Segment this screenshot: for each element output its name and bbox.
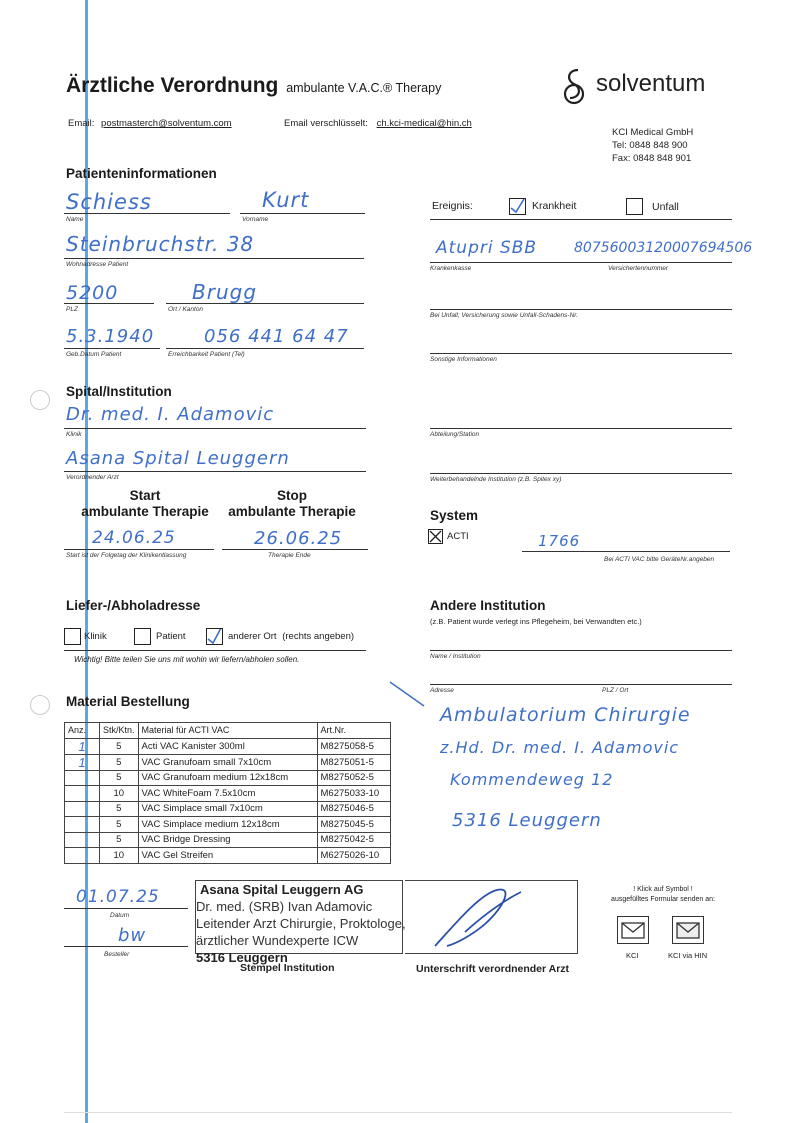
patient-tel-label: Erreichbarkeit Patient (Tel): [168, 351, 245, 358]
row-stk: 5: [100, 817, 139, 833]
start-date-value: 24.06.25: [92, 528, 176, 548]
row-stk: 5: [100, 832, 139, 848]
versnr-value: 80756003120007694506: [574, 240, 753, 256]
stop-title-1: Stop: [277, 488, 307, 503]
andere-hint: (z.B. Patient wurde verlegt ins Pflegeheim, bei Verwandten etc.): [430, 617, 642, 626]
table-row: [65, 786, 391, 802]
unfall-versicherung-label: Bei Unfall; Versicherung sowie Unfall-Schadens-Nr.: [430, 312, 578, 319]
stamp-line5: 5316 Leuggern: [196, 950, 288, 965]
unfall-label: Unfall: [652, 201, 679, 213]
send-kci-button[interactable]: [617, 916, 649, 944]
start-title: [70, 488, 220, 520]
mail-icon: [618, 917, 648, 943]
row-art: M6275026-10: [317, 848, 390, 864]
system-section-title: System: [430, 508, 479, 523]
row-anz[interactable]: [65, 848, 100, 864]
sonstige-label: Sonstige Informationen: [430, 356, 497, 363]
patient-address-value: Steinbruchstr. 38: [66, 232, 255, 256]
row-art: M8275052-5: [317, 770, 390, 786]
geraet-label: Bei ACTI VAC bitte GeräteNr.angeben: [604, 556, 715, 563]
cross-mark-icon: [429, 530, 442, 543]
table-row: [65, 848, 391, 864]
stop-title: [222, 488, 362, 520]
patient-plz-label: PLZ: [66, 306, 78, 313]
patient-ort-value: Brugg: [192, 280, 258, 304]
email-link[interactable]: postmasterch@solventum.com: [101, 118, 232, 129]
row-anz[interactable]: [65, 786, 100, 802]
liefer-anderer-label: [228, 631, 354, 642]
row-art: M6275033-10: [317, 786, 390, 802]
form-subtitle: ambulante V.A.C.® Therapy: [286, 81, 442, 95]
form-title: [66, 74, 441, 98]
material-table: [64, 722, 391, 864]
stop-date-label: Therapie Ende: [268, 552, 311, 559]
liefer-section-title: Liefer-/Abholadresse: [66, 598, 201, 613]
andere-plz-label: PLZ / Ort: [602, 687, 629, 694]
stop-date-value: 26.06.25: [254, 528, 343, 549]
email-row: [68, 118, 232, 129]
row-stk: 5: [100, 770, 139, 786]
stamp-line1: Asana Spital Leuggern AG: [200, 882, 364, 897]
start-title-1: Start: [129, 488, 161, 503]
row-art: M8275042-5: [317, 832, 390, 848]
row-material: VAC Gel Streifen: [138, 848, 317, 864]
andere-line2: z.Hd. Dr. med. I. Adamovic: [440, 738, 680, 757]
col-stk: Stk/Ktn.: [100, 723, 139, 739]
stamp-line2: Dr. med. (SRB) Ivan Adamovic: [196, 899, 373, 914]
klinik-value: Dr. med. I. Adamovic: [66, 404, 275, 425]
mail-icon: [673, 917, 703, 943]
acti-checkbox[interactable]: [428, 529, 443, 544]
klinik-label: Klinik: [66, 431, 82, 438]
liefer-klinik-label: Klinik: [84, 631, 107, 642]
col-material: Material für ACTI VAC: [138, 723, 317, 739]
abteilung-label: Abteilung/Station: [430, 431, 480, 438]
liefer-anderer-checkbox[interactable]: [206, 628, 223, 645]
andere-line1: Ambulatorium Chirurgie: [440, 704, 691, 726]
versnr-label: Versichertennummer: [608, 265, 669, 272]
start-date-label: Start ist der Folgetag der Klinikentlassung: [66, 552, 187, 559]
signature-image: [425, 884, 535, 954]
row-stk: 5: [100, 738, 139, 754]
row-material: VAC Simplace medium 12x18cm: [138, 817, 317, 833]
liefer-patient-checkbox[interactable]: [134, 628, 151, 645]
andere-line4: 5316 Leuggern: [452, 810, 602, 831]
klick-note: [596, 885, 730, 905]
liefer-anderer-text: anderer Ort: [228, 631, 277, 642]
handwritten-arrow-stroke: [388, 680, 428, 710]
row-anz[interactable]: [65, 817, 100, 833]
row-art: M8275058-5: [317, 738, 390, 754]
check-mark-icon: [510, 199, 525, 214]
weiter-label: Weiterbehandelnde Institution (z.B. Spitex xy): [430, 476, 562, 483]
row-stk: 5: [100, 754, 139, 770]
check-mark-icon: [207, 629, 222, 644]
company-tel: Tel: 0848 848 900: [612, 140, 688, 151]
patient-ort-label: Ort / Kanton: [168, 306, 204, 313]
start-title-2: ambulante Therapie: [81, 504, 209, 519]
row-material: VAC Granufoam medium 12x18cm: [138, 770, 317, 786]
row-anz[interactable]: [65, 801, 100, 817]
table-row: [65, 770, 391, 786]
company-block: [612, 126, 693, 165]
liefer-wichtig: Wichtig! Bitte teilen Sie uns mit wohin wir liefern/abholen sollen.: [74, 655, 300, 664]
email-enc-label: Email verschlüsselt:: [284, 118, 368, 129]
form-title-main: Ärztliche Verordnung: [66, 74, 279, 97]
liefer-anderer-hint: (rechts angeben): [282, 631, 355, 642]
table-row: [65, 754, 391, 770]
patient-plz-value: 5200: [66, 282, 119, 304]
krankenkasse-value: Atupri SBB: [436, 238, 538, 258]
email-enc-row: [284, 118, 472, 129]
row-anz[interactable]: 1: [65, 754, 100, 770]
patient-geb-value: 5.3.1940: [66, 326, 155, 347]
patient-address-label: Wohnadresse Patient: [66, 261, 129, 268]
stamp-line3: Leitender Arzt Chirurgie, Proktologe,: [196, 916, 406, 931]
row-stk: 10: [100, 848, 139, 864]
col-anz: Anz.: [65, 723, 100, 739]
patient-geb-label: Geb.Datum Patient: [66, 351, 122, 358]
solventum-logo-icon: [560, 66, 590, 108]
liefer-patient-label: Patient: [156, 631, 186, 642]
material-section-title: Material Bestellung: [66, 694, 190, 709]
arzt-label: Verordnender Arzt: [66, 474, 119, 481]
stempel-label: Stempel Institution: [240, 962, 335, 974]
row-material: Acti VAC Kanister 300ml: [138, 738, 317, 754]
table-row: [65, 832, 391, 848]
patient-vorname-label: Vorname: [242, 216, 269, 223]
unfall-checkbox[interactable]: [626, 198, 643, 215]
row-material: VAC WhiteFoam 7.5x10cm: [138, 786, 317, 802]
material-header-row: [65, 723, 391, 739]
row-stk: 10: [100, 786, 139, 802]
andere-section-title: Andere Institution: [430, 598, 546, 613]
row-anz[interactable]: [65, 832, 100, 848]
table-row: [65, 801, 391, 817]
email-enc-link[interactable]: ch.kci-medical@hin.ch: [376, 118, 472, 129]
patient-tel-value: 056 441 64 47: [204, 326, 349, 347]
liefer-klinik-checkbox[interactable]: [64, 628, 81, 645]
logo-text: solventum: [596, 70, 706, 97]
klick-line2: ausgefülltes Formular senden an:: [611, 896, 715, 903]
stamp-line4: ärztlicher Wundexperte ICW: [196, 933, 359, 948]
company-fax: Fax: 0848 848 901: [612, 153, 692, 164]
row-anz[interactable]: 1: [65, 738, 100, 754]
email-label: Email:: [68, 118, 95, 129]
table-row: [65, 738, 391, 754]
acti-label: ACTI: [447, 531, 469, 542]
row-material: VAC Bridge Dressing: [138, 832, 317, 848]
geraet-value: 1766: [538, 532, 581, 550]
row-material: VAC Simplace small 7x10cm: [138, 801, 317, 817]
kci-label: KCI: [626, 951, 639, 960]
klick-line1: ! Klick auf Symbol !: [633, 886, 693, 893]
arzt-value: Asana Spital Leuggern: [66, 448, 290, 469]
row-art: M8275045-5: [317, 817, 390, 833]
solventum-logo: [560, 66, 730, 106]
krankenkasse-label: Krankenkasse: [430, 265, 472, 272]
signature-label: Unterschrift verordnender Arzt: [416, 963, 570, 975]
andere-name-label: Name / Institution: [430, 653, 481, 660]
col-art: Art.Nr.: [317, 723, 390, 739]
send-kci-hin-button[interactable]: [672, 916, 704, 944]
besteller-value: bw: [118, 925, 147, 946]
besteller-label: Besteller: [104, 951, 130, 958]
stop-title-2: ambulante Therapie: [228, 504, 356, 519]
row-art: M8275046-5: [317, 801, 390, 817]
punch-hole-bottom: [30, 695, 50, 715]
patient-vorname-value: Kurt: [262, 188, 310, 212]
datum-value: 01.07.25: [76, 887, 160, 907]
patient-name-label: Name: [66, 216, 84, 223]
row-stk: 5: [100, 801, 139, 817]
krankheit-label: Krankheit: [532, 200, 577, 212]
punch-hole-top: [30, 390, 50, 410]
stamp-text: [196, 881, 406, 966]
patient-section-title: Patienteninformationen: [66, 166, 217, 181]
company-name: KCI Medical GmbH: [612, 127, 694, 138]
event-label: Ereignis:: [432, 200, 473, 212]
spital-section-title: Spital/Institution: [66, 384, 172, 399]
krankheit-checkbox[interactable]: [509, 198, 526, 215]
row-anz[interactable]: [65, 770, 100, 786]
kci-hin-label: KCI via HIN: [668, 951, 708, 960]
row-material: VAC Granufoam small 7x10cm: [138, 754, 317, 770]
andere-adresse-label: Adresse: [430, 687, 454, 694]
datum-label: Datum: [110, 912, 130, 919]
table-row: [65, 817, 391, 833]
andere-line3: Kommendeweg 12: [450, 770, 614, 789]
patient-name-value: Schiess: [66, 190, 152, 214]
row-art: M8275051-5: [317, 754, 390, 770]
